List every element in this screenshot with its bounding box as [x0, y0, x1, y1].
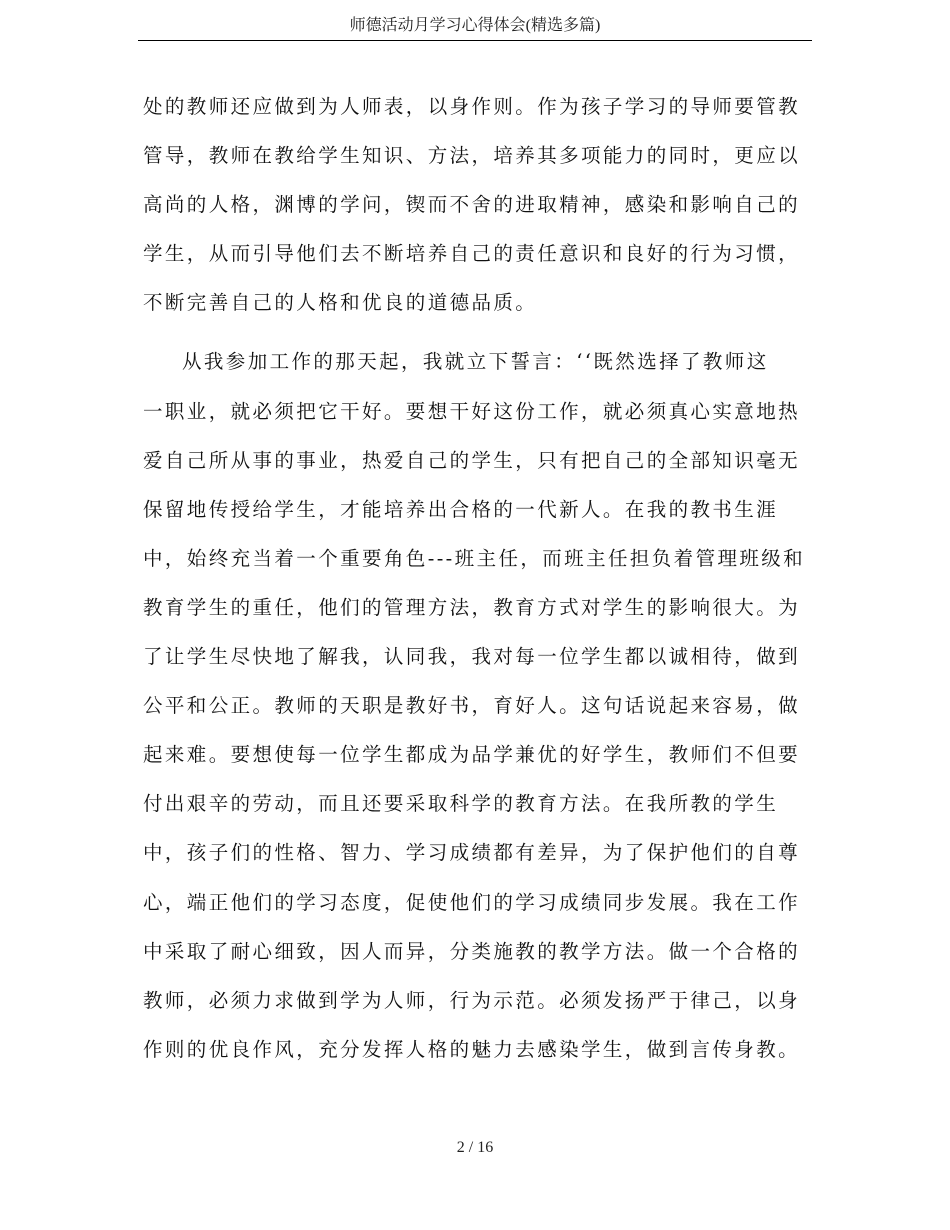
text-line: 中采取了耐心细致，因人而异，分类施教的教学方法。做一个合格的 — [143, 939, 801, 963]
text-line: 管导，教师在教给学生知识、方法，培养其多项能力的同时，更应以 — [143, 144, 801, 168]
text-line: 教育学生的重任，他们的管理方法，教育方式对学生的影响很大。为 — [143, 595, 801, 619]
text-line: 从我参加工作的那天起，我就立下誓言：‘‘既然选择了教师这 — [182, 350, 769, 374]
text-line: 中，始终充当着一个重要角色---班主任，而班主任担负着管理班级和 — [143, 546, 806, 570]
text-line: 中，孩子们的性格、智力、学习成绩都有差异，为了保护他们的自尊 — [143, 841, 801, 865]
paragraph-1 — [143, 89, 813, 334]
text-line: 起来难。要想使每一位学生都成为品学兼优的好学生，教师们不但要 — [143, 743, 801, 767]
document-body — [143, 89, 813, 1081]
text-line: 公平和公正。教师的天职是教好书，育好人。这句话说起来容易，做 — [143, 694, 801, 718]
document-title: 师德活动月学习心得体会(精选多篇) — [349, 17, 601, 34]
text-line: 付出艰辛的劳动，而且还要采取科学的教育方法。在我所教的学生 — [143, 792, 779, 816]
text-line: 教师，必须力求做到学为人师，行为示范。必须发扬严于律己，以身 — [143, 988, 801, 1012]
text-line: 高尚的人格，渊博的学问，锲而不舍的进取精神，感染和影响自己的 — [143, 193, 801, 217]
paragraph-gap — [143, 334, 813, 344]
page-header — [138, 0, 812, 41]
page-number: 2 / 16 — [456, 1139, 494, 1156]
text-line: 一职业，就必须把它干好。要想干好这份工作，就必须真心实意地热 — [143, 399, 801, 423]
text-line: 爱自己所从事的事业，热爱自己的学生，只有把自己的全部知识毫无 — [143, 448, 801, 472]
text-line: 学生，从而引导他们去不断培养自己的责任意识和良好的行为习惯， — [143, 242, 801, 266]
text-line: 处的教师还应做到为人师表，以身作则。作为孩子学习的导师要管教 — [143, 95, 801, 118]
text-line: 心，端正他们的学习态度，促使他们的学习成绩同步发展。我在工作 — [143, 890, 801, 914]
paragraph-2 — [143, 344, 813, 1080]
text-line: 了让学生尽快地了解我，认同我，我对每一位学生都以诚相待，做到 — [143, 645, 801, 669]
text-line: 作则的优良作风，充分发挥人格的魅力去感染学生，做到言传身教。 — [143, 1037, 801, 1061]
text-line: 不断完善自己的人格和优良的道德品质。 — [143, 291, 538, 315]
text-line: 保留地传授给学生，才能培养出合格的一代新人。在我的教书生涯 — [143, 497, 779, 521]
